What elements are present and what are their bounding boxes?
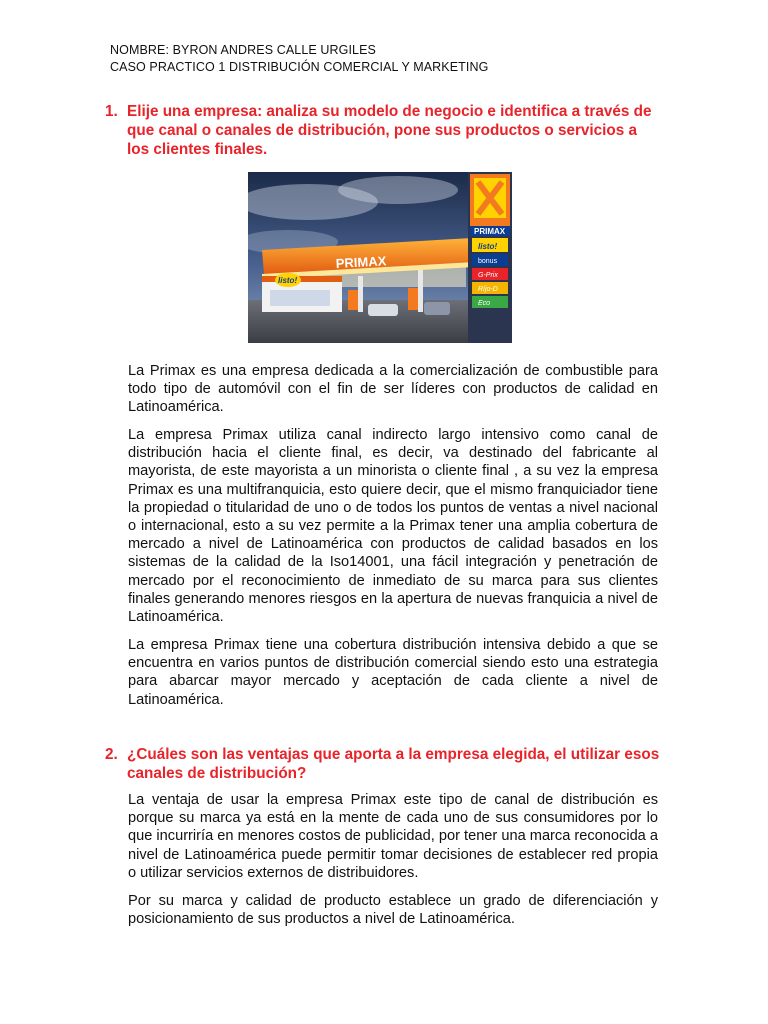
store-logo-text: listo! [278, 276, 298, 285]
sign-logo-text: PRIMAX [474, 227, 506, 236]
canopy-logo-text: PRIMAX [335, 253, 387, 271]
question-2-line-2: canales de distribución? [127, 765, 307, 782]
question-2 [105, 745, 665, 783]
answer-1-paragraph-1: La Primax es una empresa dedicada a la comercialización de combustible para todo tipo de automóvil con el fin de ser líderes con productos de calidad en Latinoamérica. [128, 363, 658, 416]
student-name: NOMBRE: BYRON ANDRES CALLE URGILES [110, 43, 376, 57]
question-1-line-2: que canal o canales de distribución, pone sus productos o servicios a [127, 122, 638, 139]
sign-item-bonus: bonus [478, 258, 498, 265]
sign-item-gprix: G-Prix [478, 272, 498, 279]
question-1-line-3: los clientes finales. [127, 141, 268, 158]
sign-item-eco: Eco [478, 300, 491, 307]
answer-2-paragraph-2: Por su marca y calidad de producto establece un grado de diferenciación y posicionamiento de sus productos a nivel de Latinoamérica. [128, 893, 658, 928]
question-1-line-1: Elije una empresa: analiza su modelo de negocio e identifica a través de [127, 103, 652, 120]
sign-item-rijo: Ríjo-D [478, 286, 498, 293]
answer-2-paragraph-1: La ventaja de usar la empresa Primax este tipo de canal de distribución es porque su marca ya está en la mente de cada uno de sus consumidores por lo que incurriría en menores costos de publicidad, por tener una marca reconocida a nivel de Latinoamérica puede permitir tomar decisiones de establecer red propia o utilizar servicios externos de distribuidores. [128, 792, 658, 881]
case-title: CASO PRACTICO 1 DISTRIBUCIÓN COMERCIAL Y MARKETING [110, 60, 489, 74]
question-1-number: 1. [105, 103, 118, 120]
gas-station-illustration [248, 172, 512, 343]
question-2-number: 2. [105, 746, 118, 763]
answer-1-paragraph-2: La empresa Primax utiliza canal indirecto largo intensivo como canal de distribución hacia el cliente final, es decir, va destinado del fabricante al mayorista, de este mayorista a un minorista o cliente final , a su vez la empresa Primax es una multifranquicia, esto quiere decir, que el mismo franquiciador tiene la propiedad o titularidad de uno o de todos los puntos de ventas a nivel nacional o internacional, esto a su vez permite a la Primax tener una amplia cobertura de mercado a nivel de Latinoamérica con productos de calidad basados en los sistemas de la calidad de la Iso14001, una fácil integración y penetración de mercado por el reconocimiento de inmediato de su marca para sus clientes finales generando menores riesgos en la apertura de nuevas franquicia a nivel de Latinoamérica. [128, 427, 658, 626]
document-header [110, 42, 488, 76]
answer-1-paragraph-3: La empresa Primax tiene una cobertura distribución intensiva debido a que se encuentra en varios puntos de distribución comercial siendo esto una estrategia para abarcar mayor mercado y aceptación de cada cliente a nivel de Latinoamérica. [128, 637, 658, 708]
gas-station-photo [248, 172, 512, 343]
sign-item-listo: listo! [478, 242, 498, 251]
question-1 [105, 102, 665, 159]
question-2-line-1: ¿Cuáles son las ventajas que aporta a la empresa elegida, el utilizar esos [127, 746, 660, 763]
